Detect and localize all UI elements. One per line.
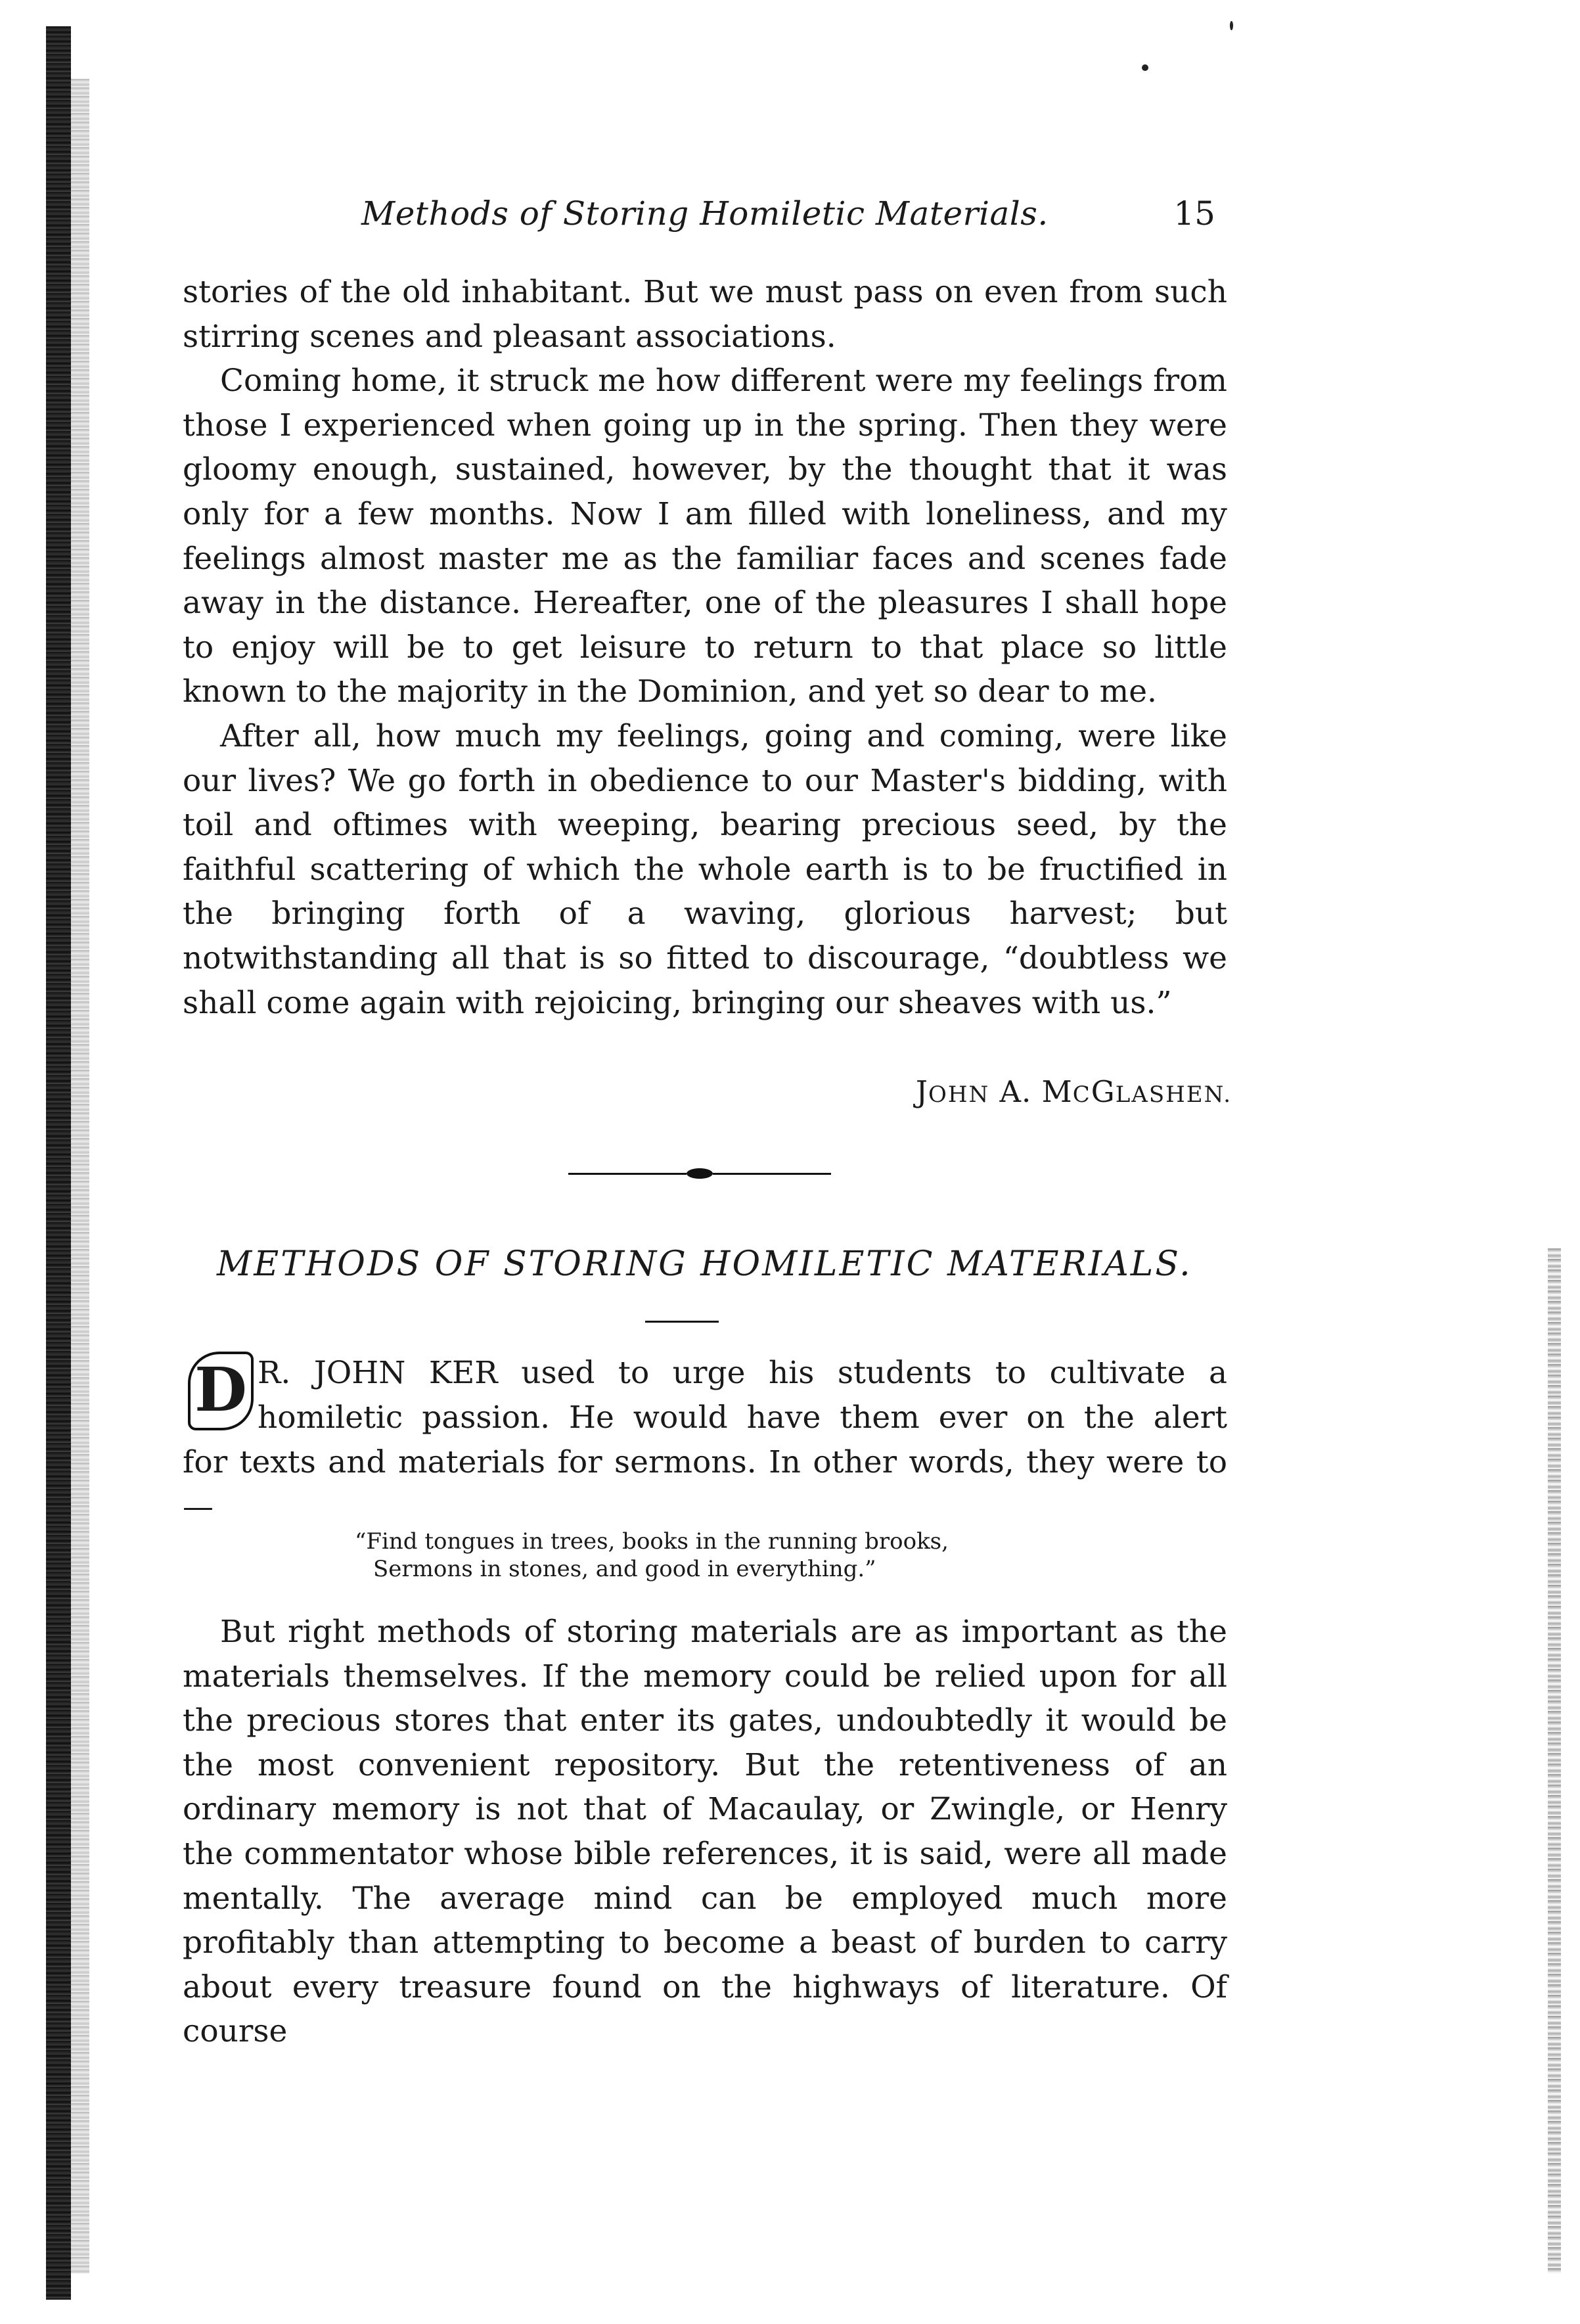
page-edge-right (1548, 1248, 1561, 2273)
binding-edge-shadow (46, 26, 71, 2300)
author-signature: JOHN A. MCGLASHEN. (915, 1074, 1232, 1109)
verse-quotation (355, 1528, 1077, 1583)
ink-speck (1142, 64, 1148, 71)
article-end-body (183, 270, 1227, 1025)
running-title: Methods of Storing Homiletic Materials. (361, 194, 1049, 233)
opening-line-1: R. JOHN KER used to urge his students to cultivate a (258, 1355, 1227, 1391)
title-rule (645, 1321, 719, 1323)
section-title: METHODS OF STORING HOMILETIC MATERIALS. (217, 1244, 1192, 1284)
section-divider-ornament (568, 1170, 831, 1177)
paragraph: After all, how much my feelings, going and coming, were like our lives? We go forth in obedience to our Master's bidding, with toil and oftimes with weeping, bearing precious seed, by the faithful scattering of which the whole earth is to be fructified in the bringing forth of a waving, glorious harvest; but notwithstanding all that is so fitted to discourage, “doubtless we shall come again with rejoicing, bringing our sheaves with us.” (183, 718, 1227, 1021)
quote-line: Sermons in stones, and good in everything.” (373, 1556, 876, 1582)
quote-line: “Find tongues in trees, books in the running brooks, (355, 1528, 949, 1555)
paragraph: Coming home, it struck me how different were my feelings from those I experienced when going up in the spring. Then they were gloomy enough, sustained, however, by the thought that it was only for a few months. Now I am filled with loneliness, and my feelings almost master me as the familiar faces and scenes fade away in the distance. Hereafter, one of the pleasures I shall hope to enjoy will be to get leisure to return to that place so little known to the majority in the Dominion, and yet so dear to me. (183, 363, 1227, 710)
ink-speck (1230, 21, 1233, 30)
opening-paragraph-rest: for texts and materials for sermons. In other words, they were to— (183, 1444, 1227, 1525)
running-head (184, 194, 1229, 247)
paragraph: stories of the old inhabitant. But we must pass on even from such stirring scenes and pleasant associations. (183, 274, 1227, 355)
binding-edge-gutter (71, 79, 89, 2273)
closing-body (183, 1610, 1227, 2054)
page-number: 15 (1173, 194, 1215, 233)
opening-line-2: homiletic passion. He would have them ever on the alert (258, 1400, 1227, 1436)
paragraph: But right methods of storing materials are as important as the materials themselves. If the memory could be relied upon for all the precious stores that enter its gates, undoubtedly it would be the most convenient repository. But the retentiveness of an ordinary memory is not that of Macaulay, or Zwingle, or Henry the commentator whose bible references, it is said, were all made mentally. The average mind can be employed much more profitably than attempting to become a beast of burden to carry about every treasure found on the highways of literature. Of course (183, 1614, 1227, 2050)
drop-cap-initial: D (188, 1352, 254, 1430)
